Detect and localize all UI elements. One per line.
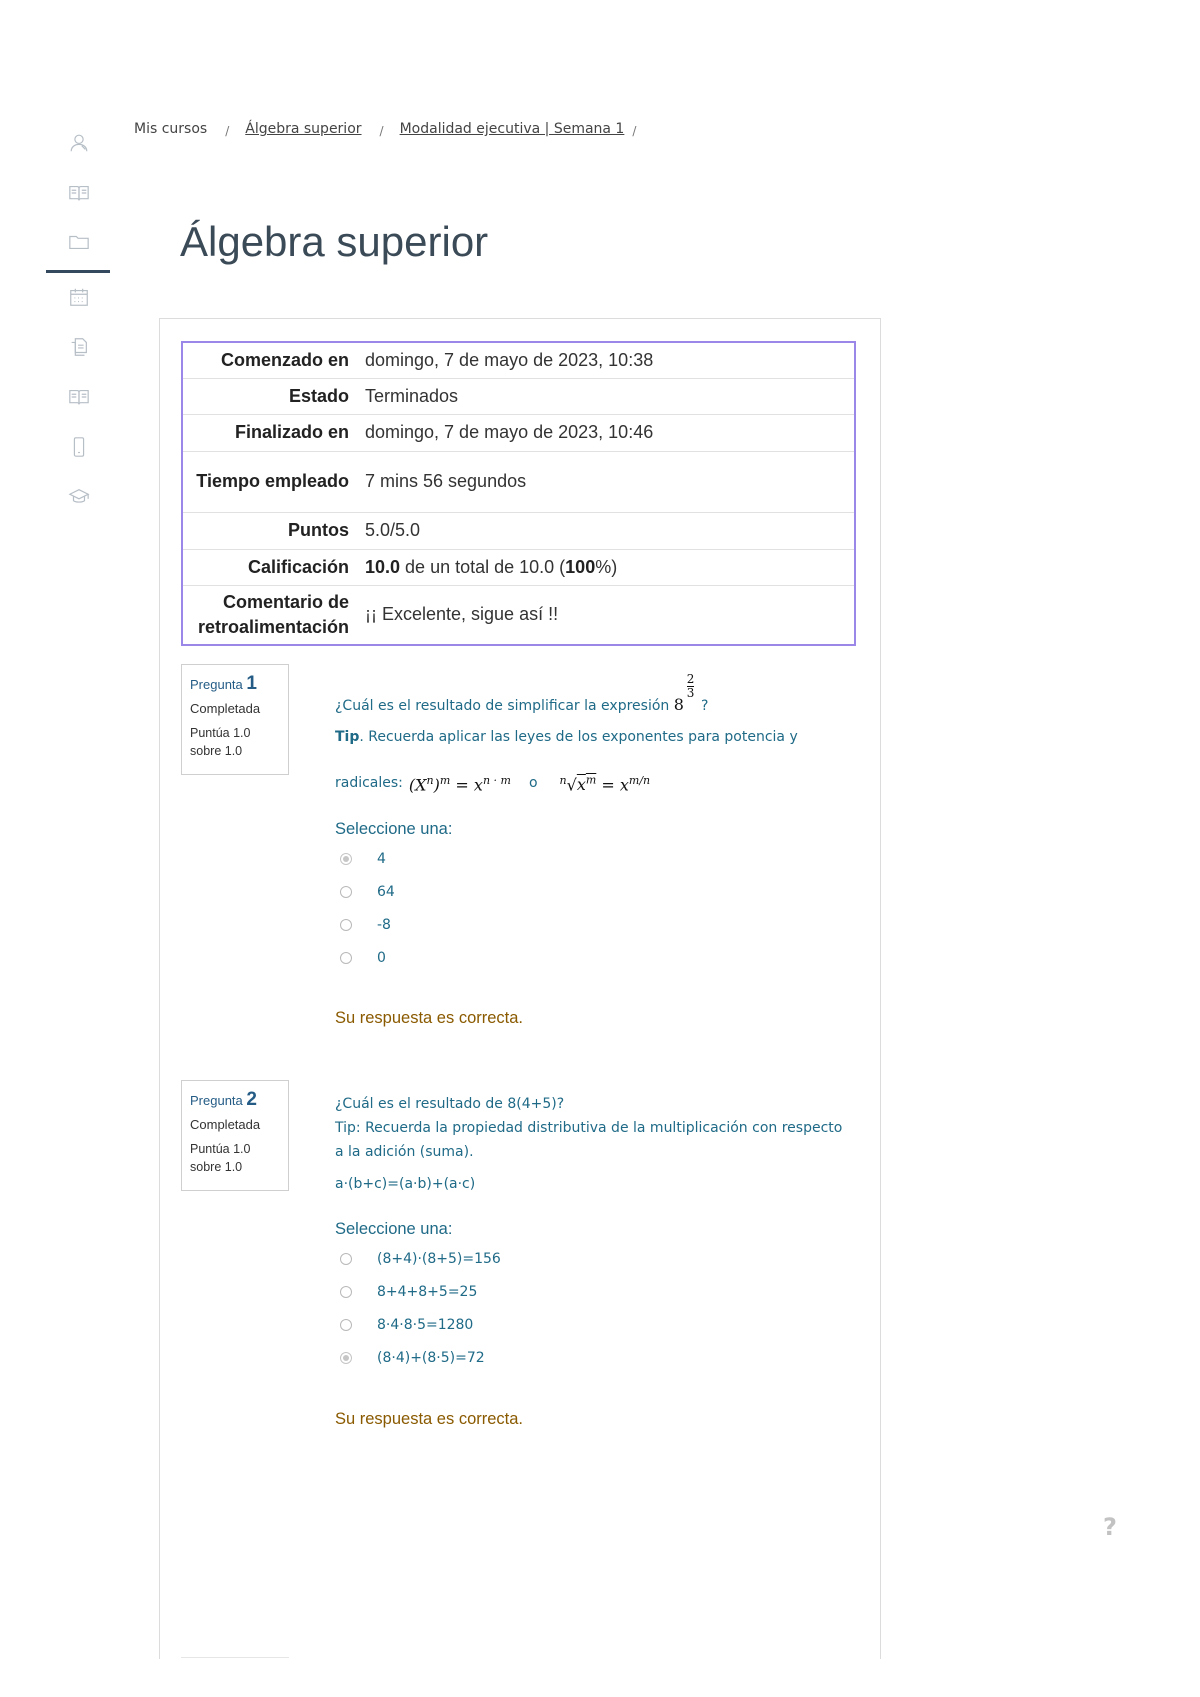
- question-text-2: ¿Cuál es el resultado de 8(4+5)?: [335, 1096, 565, 1112]
- summary-row: [182, 342, 855, 378]
- select-prompt: Seleccione una:: [335, 820, 453, 838]
- summary-row: [182, 585, 855, 645]
- question-info-2: [181, 1080, 289, 1191]
- question-text-1: [335, 672, 855, 718]
- mobile-icon[interactable]: [66, 434, 92, 460]
- breadcrumb: [134, 121, 652, 137]
- answer-option[interactable]: [340, 1350, 485, 1366]
- radio-button[interactable]: [340, 886, 352, 898]
- summary-label: Finalizado en: [182, 414, 357, 451]
- documents-icon[interactable]: [66, 334, 92, 360]
- question-text: ¿Cuál es el resultado de simplificar la expresión: [335, 698, 670, 714]
- answer-option[interactable]: [340, 1317, 473, 1333]
- radio-button[interactable]: [340, 1253, 352, 1265]
- answer-option[interactable]: [340, 851, 386, 867]
- summary-value: [357, 549, 855, 585]
- breadcrumb-separator: /: [225, 124, 230, 138]
- summary-row: [182, 378, 855, 414]
- answer-feedback: Su respuesta es correcta.: [335, 1009, 524, 1027]
- question-label: Pregunta: [190, 677, 243, 692]
- radical-rule-formula: $^n√x^m = x^{m/n}$: [559, 774, 651, 795]
- breadcrumb-item-week[interactable]: Modalidad ejecutiva | Semana 1: [399, 121, 625, 137]
- radio-button[interactable]: [340, 853, 352, 865]
- question-text-end: ?: [701, 698, 709, 714]
- radio-button[interactable]: [340, 919, 352, 931]
- question-state: Completada: [190, 701, 261, 716]
- summary-label: Comentario de retroalimentación: [182, 585, 357, 645]
- breadcrumb-item-mis-cursos[interactable]: Mis cursos: [134, 121, 208, 137]
- answer-option[interactable]: [340, 884, 395, 900]
- select-prompt: Seleccione una:: [335, 1220, 453, 1238]
- summary-label: Calificación: [182, 549, 357, 585]
- answer-option[interactable]: [340, 917, 391, 933]
- option-label: 4: [377, 851, 386, 867]
- formula-separator: o: [528, 775, 538, 792]
- nav-active-indicator: [46, 270, 110, 273]
- power-rule-formula: $(X^n)^m = x^{n \cdot m}$: [408, 774, 511, 795]
- summary-label: Tiempo empleado: [182, 451, 357, 512]
- distributive-formula: a·(b+c)=(a·b)+(a·c): [335, 1176, 476, 1192]
- radio-button[interactable]: [340, 1319, 352, 1331]
- summary-label: Puntos: [182, 512, 357, 549]
- answer-feedback: Su respuesta es correcta.: [335, 1410, 524, 1428]
- question-info-1: [181, 664, 289, 775]
- question-tip-1-formulas: [335, 769, 855, 797]
- breadcrumb-separator: /: [379, 124, 384, 138]
- folder-icon[interactable]: [66, 229, 92, 255]
- exponent-numerator: 2: [686, 672, 695, 686]
- summary-value: 7 mins 56 segundos: [357, 451, 855, 512]
- next-question-box-top: [181, 1657, 289, 1658]
- summary-label: Comenzado en: [220, 349, 349, 370]
- answer-option[interactable]: [340, 950, 386, 966]
- question-number: [190, 673, 288, 695]
- summary-value: 5.0/5.0: [357, 512, 855, 549]
- summary-value: domingo, 7 de mayo de 2023, 10:38: [365, 349, 654, 370]
- summary-value: ¡¡ Excelente, sigue así !!: [357, 585, 855, 645]
- breadcrumb-item-course[interactable]: Álgebra superior: [245, 121, 362, 137]
- summary-value: Terminados: [357, 378, 855, 414]
- option-label: (8·4)+(8·5)=72: [377, 1350, 485, 1366]
- calendar-icon[interactable]: [66, 284, 92, 310]
- tip-label: Tip: [335, 729, 360, 745]
- summary-label: Estado: [182, 378, 357, 414]
- question-number-value: 2: [246, 1089, 257, 1110]
- question-tip-1: [335, 725, 855, 749]
- grade-total: de un total de 10.0 (: [400, 556, 566, 577]
- breadcrumb-separator: /: [632, 124, 637, 138]
- expression-power: [673, 672, 695, 714]
- grade-percent-sign: %): [595, 556, 618, 577]
- grade-percent: 100: [565, 556, 596, 577]
- option-label: 8+4+8+5=25: [377, 1284, 478, 1300]
- graduation-cap-icon[interactable]: [66, 484, 92, 510]
- attempt-summary-table: [181, 341, 856, 646]
- grade-score: 10.0: [365, 556, 401, 577]
- tip-text: . Recuerda aplicar las leyes de los exponentes para potencia y: [359, 729, 798, 745]
- option-label: 8·4·8·5=1280: [377, 1317, 474, 1333]
- tip-text-2: radicales:: [335, 775, 403, 792]
- option-label: 0: [377, 950, 386, 966]
- user-icon[interactable]: [66, 130, 92, 156]
- question-number: [190, 1089, 288, 1111]
- radio-button[interactable]: [340, 952, 352, 964]
- page-title: Álgebra superior: [180, 218, 489, 265]
- help-button[interactable]: ?: [1103, 1513, 1117, 1541]
- summary-row: [182, 549, 855, 585]
- question-number-value: 1: [246, 673, 257, 694]
- option-label: 64: [377, 884, 395, 900]
- summary-row: [182, 451, 855, 512]
- book-open-icon[interactable]: [66, 384, 92, 410]
- radio-button[interactable]: [340, 1286, 352, 1298]
- option-label: -8: [377, 917, 391, 933]
- book-icon[interactable]: [66, 180, 92, 206]
- question-state: Completada: [190, 1117, 261, 1132]
- summary-value: domingo, 7 de mayo de 2023, 10:46: [357, 414, 855, 451]
- expression-base: 8: [673, 695, 684, 714]
- answer-option[interactable]: [340, 1284, 477, 1300]
- question-grade: Puntúa 1.0 sobre 1.0: [190, 1142, 251, 1174]
- summary-row: [182, 512, 855, 549]
- option-label: (8+4)·(8+5)=156: [377, 1251, 501, 1267]
- question-tip-2: Tip: Recuerda la propiedad distributiva de la multiplicación con respecto a la adición (suma).: [335, 1120, 843, 1160]
- exponent-denominator: 3: [686, 686, 695, 700]
- question-grade: Puntúa 1.0 sobre 1.0: [190, 726, 251, 758]
- question-label: Pregunta: [190, 1093, 243, 1108]
- summary-row: [182, 414, 855, 451]
- radio-button[interactable]: [340, 1352, 352, 1364]
- answer-option[interactable]: [340, 1251, 501, 1267]
